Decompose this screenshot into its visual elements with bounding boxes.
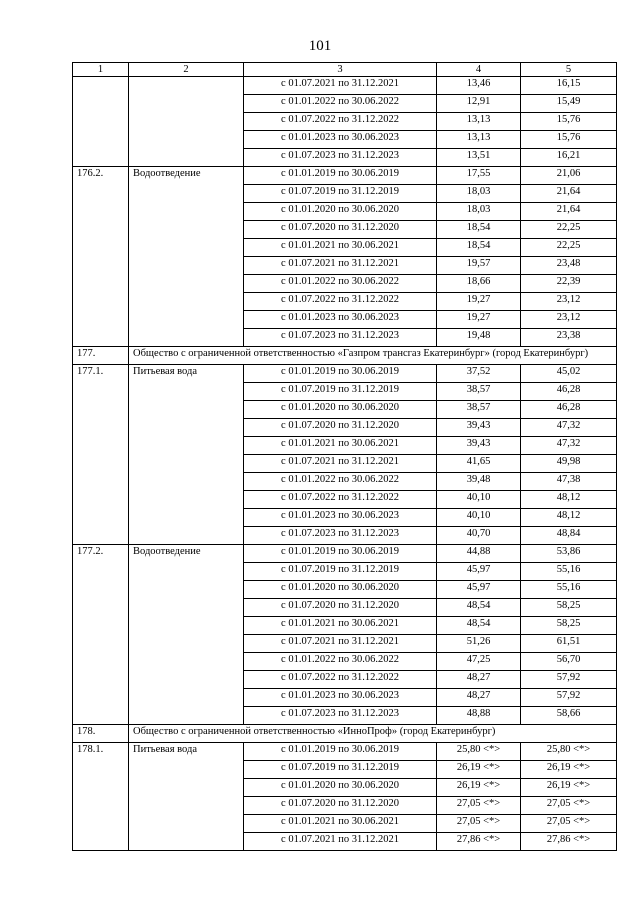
tariff-value-col5: 27,05 <*>	[521, 815, 617, 833]
tariff-period: с 01.01.2021 по 30.06.2021	[244, 239, 437, 257]
tariff-value-col5: 22,25	[521, 221, 617, 239]
tariff-value-col4: 27,05 <*>	[437, 797, 521, 815]
organization-row	[73, 725, 617, 743]
tariff-value-col4: 38,57	[437, 401, 521, 419]
tariff-value-col5: 26,19 <*>	[521, 761, 617, 779]
tariff-period: с 01.07.2021 по 31.12.2021	[244, 833, 437, 851]
tariff-value-col5: 23,12	[521, 311, 617, 329]
tariff-period: с 01.01.2020 по 30.06.2020	[244, 779, 437, 797]
tariff-value-col5: 15,76	[521, 131, 617, 149]
header-col-1: 1	[73, 63, 129, 77]
org-name: Общество с ограниченной ответственностью «ИнноПроф» (город Екатеринбург)	[129, 725, 617, 743]
tariff-period: с 01.01.2023 по 30.06.2023	[244, 131, 437, 149]
header-col-5: 5	[521, 63, 617, 77]
tariff-value-col5: 47,32	[521, 437, 617, 455]
tariff-period: с 01.07.2023 по 31.12.2023	[244, 329, 437, 347]
service-name	[129, 77, 244, 167]
tariff-row	[73, 77, 617, 95]
tariff-value-col4: 18,66	[437, 275, 521, 293]
tariff-value-col5: 46,28	[521, 401, 617, 419]
tariff-period: с 01.01.2020 по 30.06.2020	[244, 581, 437, 599]
tariff-value-col4: 40,10	[437, 509, 521, 527]
tariff-period: с 01.07.2019 по 31.12.2019	[244, 383, 437, 401]
tariff-period: с 01.07.2022 по 31.12.2022	[244, 113, 437, 131]
table-header-row	[73, 63, 617, 77]
tariff-period: с 01.07.2022 по 31.12.2022	[244, 293, 437, 311]
tariff-value-col5: 16,15	[521, 77, 617, 95]
tariff-value-col4: 18,03	[437, 203, 521, 221]
tariff-value-col4: 13,13	[437, 113, 521, 131]
tariff-value-col4: 13,13	[437, 131, 521, 149]
tariff-value-col5: 49,98	[521, 455, 617, 473]
tariff-period: с 01.07.2019 по 31.12.2019	[244, 761, 437, 779]
tariff-period: с 01.07.2019 по 31.12.2019	[244, 563, 437, 581]
tariff-value-col4: 26,19 <*>	[437, 779, 521, 797]
tariff-value-col5: 45,02	[521, 365, 617, 383]
tariff-value-col4: 48,27	[437, 671, 521, 689]
tariff-value-col5: 48,12	[521, 509, 617, 527]
tariff-value-col5: 53,86	[521, 545, 617, 563]
tariff-period: с 01.07.2021 по 31.12.2021	[244, 257, 437, 275]
tariff-value-col4: 38,57	[437, 383, 521, 401]
tariff-period: с 01.07.2020 по 31.12.2020	[244, 797, 437, 815]
tariff-value-col5: 57,92	[521, 671, 617, 689]
tariff-period: с 01.07.2023 по 31.12.2023	[244, 707, 437, 725]
org-number: 177.	[73, 347, 129, 365]
tariff-value-col4: 39,48	[437, 473, 521, 491]
tariff-value-col5: 15,76	[521, 113, 617, 131]
tariff-value-col4: 40,10	[437, 491, 521, 509]
tariff-period: с 01.07.2020 по 31.12.2020	[244, 419, 437, 437]
item-number	[73, 77, 129, 167]
organization-row	[73, 347, 617, 365]
tariff-value-col4: 27,05 <*>	[437, 815, 521, 833]
tariff-value-col5: 26,19 <*>	[521, 779, 617, 797]
tariff-period: с 01.01.2021 по 30.06.2021	[244, 815, 437, 833]
tariff-period: с 01.07.2021 по 31.12.2021	[244, 455, 437, 473]
tariff-value-col4: 17,55	[437, 167, 521, 185]
tariff-value-col4: 37,52	[437, 365, 521, 383]
tariff-value-col4: 19,27	[437, 293, 521, 311]
tariff-value-col4: 39,43	[437, 419, 521, 437]
tariff-value-col5: 21,64	[521, 203, 617, 221]
tariff-table	[72, 62, 617, 851]
tariff-period: с 01.07.2019 по 31.12.2019	[244, 185, 437, 203]
tariff-value-col5: 47,38	[521, 473, 617, 491]
tariff-value-col5: 21,64	[521, 185, 617, 203]
item-number: 178.1.	[73, 743, 129, 851]
tariff-period: с 01.01.2022 по 30.06.2022	[244, 653, 437, 671]
tariff-value-col4: 48,54	[437, 617, 521, 635]
tariff-period: с 01.07.2021 по 31.12.2021	[244, 77, 437, 95]
tariff-value-col5: 58,66	[521, 707, 617, 725]
tariff-value-col5: 48,12	[521, 491, 617, 509]
service-name: Питьевая вода	[129, 743, 244, 851]
page-number: 101	[308, 38, 332, 54]
tariff-value-col5: 56,70	[521, 653, 617, 671]
tariff-value-col5: 22,39	[521, 275, 617, 293]
tariff-period: с 01.07.2022 по 31.12.2022	[244, 491, 437, 509]
tariff-value-col4: 41,65	[437, 455, 521, 473]
tariff-value-col4: 13,51	[437, 149, 521, 167]
header-col-3: 3	[244, 63, 437, 77]
tariff-table-body	[73, 63, 617, 851]
tariff-value-col4: 45,97	[437, 581, 521, 599]
tariff-value-col4: 19,48	[437, 329, 521, 347]
tariff-value-col4: 27,86 <*>	[437, 833, 521, 851]
item-number: 177.1.	[73, 365, 129, 545]
tariff-value-col4: 18,54	[437, 239, 521, 257]
tariff-value-col4: 48,27	[437, 689, 521, 707]
service-name: Водоотведение	[129, 167, 244, 347]
tariff-period: с 01.01.2023 по 30.06.2023	[244, 311, 437, 329]
tariff-value-col5: 46,28	[521, 383, 617, 401]
tariff-period: с 01.07.2023 по 31.12.2023	[244, 149, 437, 167]
tariff-period: с 01.07.2020 по 31.12.2020	[244, 221, 437, 239]
service-name: Питьевая вода	[129, 365, 244, 545]
tariff-period: с 01.01.2020 по 30.06.2020	[244, 203, 437, 221]
org-number: 178.	[73, 725, 129, 743]
tariff-value-col4: 18,03	[437, 185, 521, 203]
tariff-period: с 01.01.2020 по 30.06.2020	[244, 401, 437, 419]
tariff-period: с 01.01.2021 по 30.06.2021	[244, 437, 437, 455]
header-col-2: 2	[129, 63, 244, 77]
tariff-value-col4: 18,54	[437, 221, 521, 239]
tariff-row	[73, 365, 617, 383]
tariff-period: с 01.01.2019 по 30.06.2019	[244, 365, 437, 383]
tariff-value-col5: 55,16	[521, 563, 617, 581]
tariff-value-col5: 61,51	[521, 635, 617, 653]
tariff-value-col5: 16,21	[521, 149, 617, 167]
tariff-value-col4: 19,27	[437, 311, 521, 329]
tariff-period: с 01.07.2021 по 31.12.2021	[244, 635, 437, 653]
tariff-value-col5: 58,25	[521, 599, 617, 617]
tariff-value-col5: 58,25	[521, 617, 617, 635]
tariff-value-col4: 39,43	[437, 437, 521, 455]
tariff-value-col4: 25,80 <*>	[437, 743, 521, 761]
tariff-value-col4: 48,54	[437, 599, 521, 617]
tariff-value-col5: 27,86 <*>	[521, 833, 617, 851]
tariff-row	[73, 545, 617, 563]
tariff-value-col5: 48,84	[521, 527, 617, 545]
item-number: 177.2.	[73, 545, 129, 725]
tariff-period: с 01.01.2022 по 30.06.2022	[244, 275, 437, 293]
item-number: 176.2.	[73, 167, 129, 347]
tariff-period: с 01.01.2022 по 30.06.2022	[244, 95, 437, 113]
tariff-value-col4: 51,26	[437, 635, 521, 653]
tariff-value-col4: 47,25	[437, 653, 521, 671]
service-name: Водоотведение	[129, 545, 244, 725]
tariff-value-col4: 40,70	[437, 527, 521, 545]
tariff-row	[73, 743, 617, 761]
tariff-value-col5: 23,12	[521, 293, 617, 311]
tariff-value-col5: 47,32	[521, 419, 617, 437]
tariff-value-col4: 44,88	[437, 545, 521, 563]
org-name: Общество с ограниченной ответственностью «Газпром трансгаз Екатеринбург» (город Екатеринбург)	[129, 347, 617, 365]
tariff-value-col5: 15,49	[521, 95, 617, 113]
header-col-4: 4	[437, 63, 521, 77]
tariff-value-col4: 26,19 <*>	[437, 761, 521, 779]
tariff-period: с 01.01.2019 по 30.06.2019	[244, 545, 437, 563]
tariff-period: с 01.07.2020 по 31.12.2020	[244, 599, 437, 617]
tariff-period: с 01.01.2022 по 30.06.2022	[244, 473, 437, 491]
tariff-value-col5: 21,06	[521, 167, 617, 185]
tariff-value-col5: 25,80 <*>	[521, 743, 617, 761]
tariff-value-col4: 48,88	[437, 707, 521, 725]
tariff-value-col4: 19,57	[437, 257, 521, 275]
tariff-period: с 01.01.2023 по 30.06.2023	[244, 689, 437, 707]
tariff-value-col4: 12,91	[437, 95, 521, 113]
tariff-period: с 01.07.2023 по 31.12.2023	[244, 527, 437, 545]
tariff-period: с 01.01.2019 по 30.06.2019	[244, 167, 437, 185]
tariff-period: с 01.01.2019 по 30.06.2019	[244, 743, 437, 761]
tariff-value-col5: 55,16	[521, 581, 617, 599]
tariff-value-col4: 13,46	[437, 77, 521, 95]
tariff-period: с 01.07.2022 по 31.12.2022	[244, 671, 437, 689]
tariff-value-col5: 23,48	[521, 257, 617, 275]
tariff-period: с 01.01.2023 по 30.06.2023	[244, 509, 437, 527]
tariff-value-col5: 27,05 <*>	[521, 797, 617, 815]
tariff-value-col5: 57,92	[521, 689, 617, 707]
tariff-row	[73, 167, 617, 185]
tariff-period: с 01.01.2021 по 30.06.2021	[244, 617, 437, 635]
tariff-value-col5: 22,25	[521, 239, 617, 257]
tariff-value-col5: 23,38	[521, 329, 617, 347]
tariff-value-col4: 45,97	[437, 563, 521, 581]
